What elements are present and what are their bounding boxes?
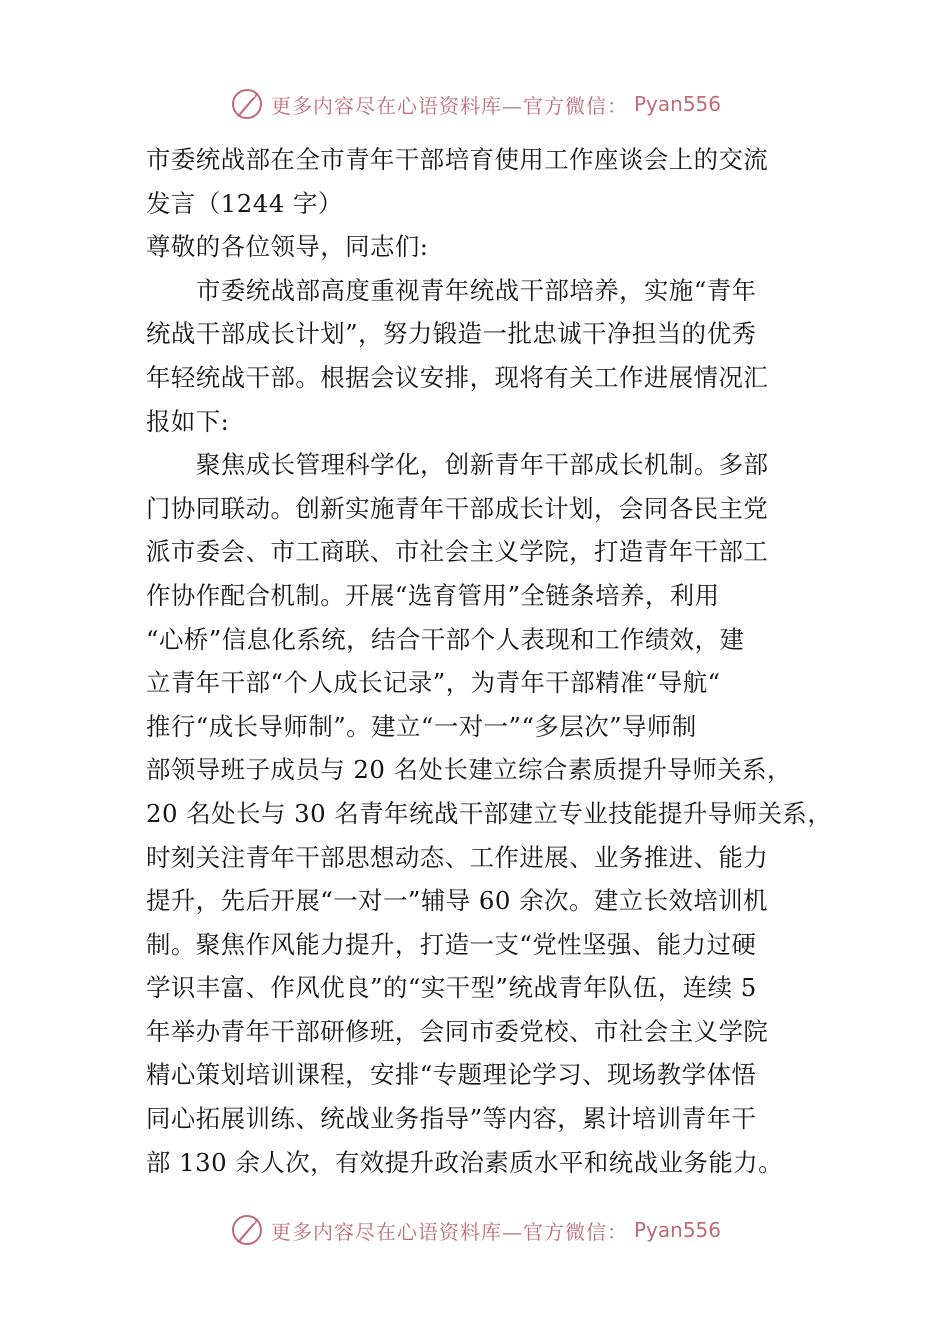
paragraph2-line: 立青年干部“个人成长记录”，为青年干部精准“导航“ [146,668,721,698]
paragraph2-line: 20 名处长与 30 名青年统战干部建立专业技能提升导师关系， [146,798,833,828]
watermark-wechat-id: Pyan556 [633,1218,721,1242]
paragraph2-line: 作协作配合机制。开展“选育管用”全链条培养，利用 [146,580,720,610]
document-body [146,138,833,1184]
paragraph2-line: 推行“成长导师制”。建立“一对一”“多层次”导师制 [146,711,697,741]
paragraph2-line: 时刻关注青年干部思想动态、工作进展、业务推进、能力 [146,842,769,872]
quill-logo-icon [229,1212,265,1248]
watermark-text: 更多内容尽在心语资料库—官方微信： [270,1219,628,1244]
watermark-footer [0,1210,950,1250]
salutation: 尊敬的各位领导，同志们: [146,232,429,262]
paragraph2-line: 部领导班子成员与 20 名处长建立综合素质提升导师关系， [146,755,792,785]
watermark-text: 更多内容尽在心语资料库—官方微信： [270,93,628,118]
paragraph2-line: 制。聚焦作风能力提升，打造一支“党性坚强、能力过硬 [146,929,757,959]
paragraph2-line: 同心拓展训练、统战业务指导”等内容，累计培训青年干 [146,1104,757,1134]
paragraph1-line: 统战干部成长计划”，努力锻造一批忠诚干净担当的优秀 [146,319,757,349]
title-line-2: 发言（1244 字） [146,188,343,218]
paragraph1-line: 报如下: [146,406,230,436]
paragraph2-line: “心桥”信息化系统，结合干部个人表现和工作绩效，建 [146,624,745,654]
paragraph2-line: 提升，先后开展“一对一”辅导 60 余次。建立长效培训机 [146,886,769,916]
paragraph2-line: 部 130 余人次，有效提升政治素质水平和统战业务能力。 [146,1147,784,1177]
paragraph2-line: 派市委会、市工商联、市社会主义学院，打造青年干部工 [146,537,769,567]
paragraph2-line: 精心策划培训课程，安排“专题理论学习、现场教学体悟 [146,1060,757,1090]
paragraph1-line: 市委统战部高度重视青年统战干部培养，实施“青年 [196,275,757,305]
watermark-header [0,84,950,124]
watermark-wechat-id: Pyan556 [633,92,721,116]
paragraph2-line: 聚焦成长管理科学化，创新青年干部成长机制。多部 [196,450,769,480]
paragraph1-line: 年轻统战干部。根据会议安排，现将有关工作进展情况汇 [146,362,769,392]
title-line-1: 市委统战部在全市青年干部培育使用工作座谈会上的交流 [146,145,769,174]
quill-logo-icon [229,86,265,122]
paragraph2-line: 年举办青年干部研修班，会同市委党校、市社会主义学院 [146,1016,769,1046]
paragraph2-line: 门协同联动。创新实施青年干部成长计划，会同各民主党 [146,493,769,523]
paragraph2-line: 学识丰富、作风优良”的“实干型”统战青年队伍，连续 5 [146,973,757,1003]
